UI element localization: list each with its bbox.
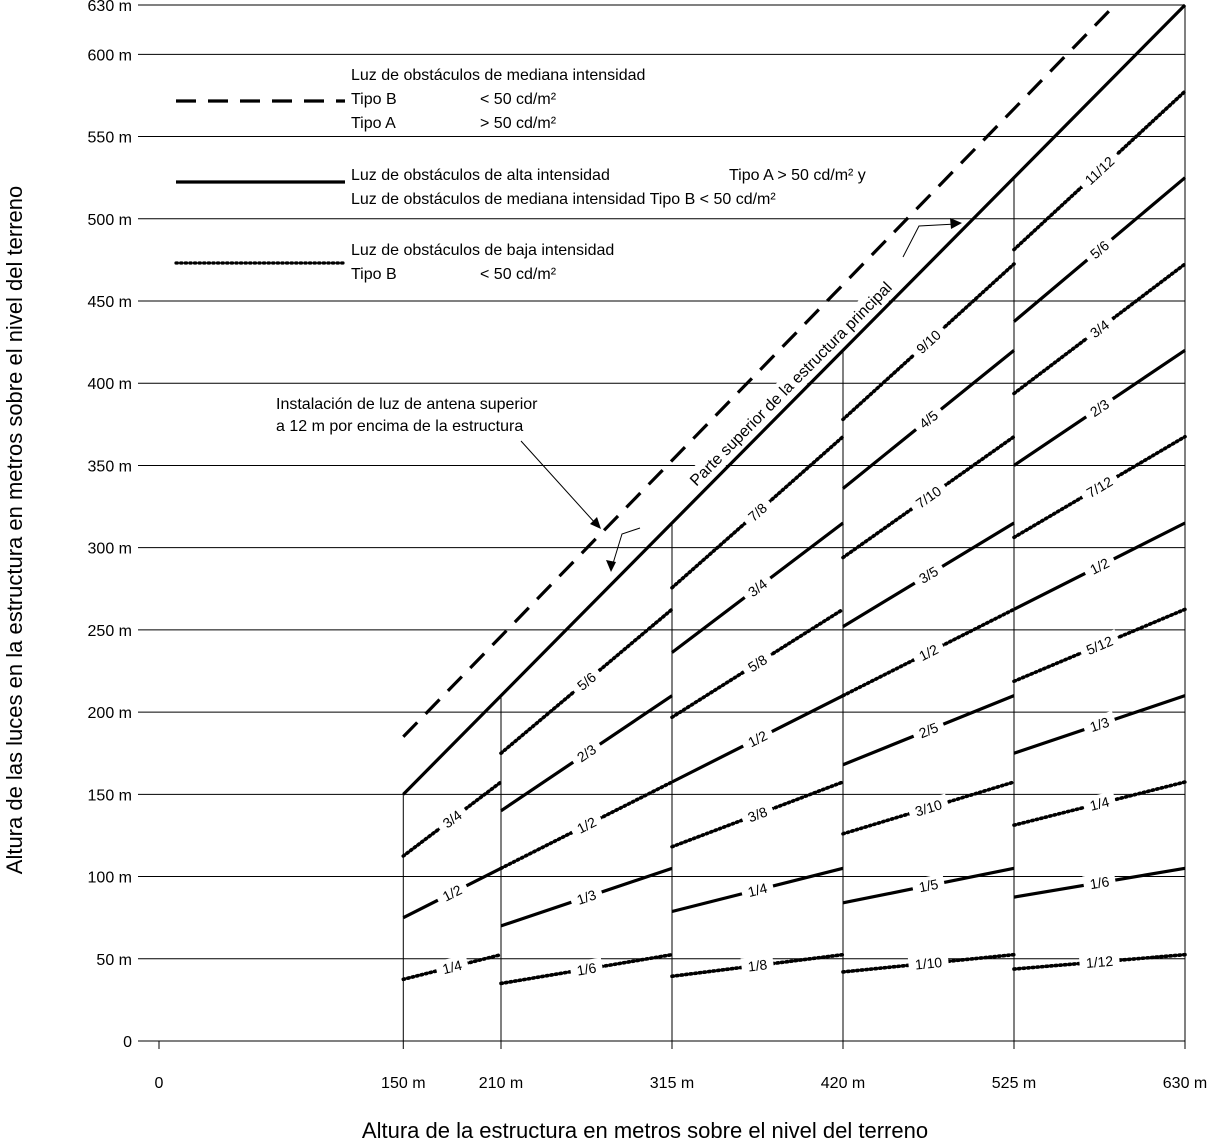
- fraction-label: 3/4: [1086, 316, 1113, 342]
- fraction-label-group: [568, 883, 604, 910]
- fraction-label-group: [1076, 148, 1123, 194]
- fraction-label: 1/4: [440, 956, 464, 978]
- y-tick-label: 50 m: [96, 951, 132, 969]
- fraction-segments: [403, 91, 1185, 983]
- fraction-label: 5/6: [573, 668, 600, 694]
- fraction-label-group: [1078, 629, 1122, 661]
- fraction-label: 2/3: [573, 741, 600, 766]
- legend-label: Luz de obstáculos de alta intensidad: [351, 167, 610, 184]
- fraction-label-group: [1081, 711, 1117, 738]
- x-tick-label: 315 m: [649, 1075, 695, 1092]
- fraction-label: 3/5: [916, 562, 941, 587]
- fraction-label: 1/3: [1087, 713, 1112, 736]
- arrowhead: [606, 560, 616, 572]
- fraction-label: 1/2: [574, 813, 599, 837]
- fraction-label: 5/8: [744, 651, 771, 676]
- fraction-label: 7/8: [744, 499, 771, 525]
- legend-label: Tipo A > 50 cd/m² y: [729, 167, 866, 184]
- fraction-label-group: [739, 800, 775, 828]
- y-tick-label: 250 m: [87, 622, 132, 640]
- fraction-label: 2/3: [1086, 395, 1113, 420]
- annotation-antenna-label: Instalación de luz de antena superior: [276, 396, 538, 413]
- arrowhead: [950, 218, 962, 229]
- annotation-structure-top-label: Parte superior de la estructura principal: [687, 279, 896, 490]
- fraction-label: 1/6: [575, 959, 598, 979]
- legend-label: Luz de obstáculos de baja intensidad: [351, 242, 615, 259]
- fraction-label: 1/10: [914, 953, 943, 973]
- fraction-label: 7/10: [912, 482, 945, 512]
- fraction-label-group: [1081, 551, 1118, 581]
- fraction-label: 1/2: [439, 881, 465, 905]
- y-tick-label: 500 m: [87, 211, 132, 229]
- fraction-label: 3/4: [744, 575, 771, 601]
- annotation-antenna-label: a 12 m por encima de la estructura: [276, 418, 524, 435]
- y-tick-label: 0: [123, 1034, 132, 1051]
- y-tick-label: 300 m: [87, 540, 132, 558]
- legend-label: > 50 cd/m²: [480, 115, 557, 132]
- fraction-label-group: [740, 955, 774, 977]
- legend-label: < 50 cd/m²: [480, 266, 557, 283]
- fraction-label: 5/12: [1083, 632, 1116, 658]
- x-tick-label: 525 m: [991, 1075, 1037, 1092]
- legend-label: Tipo B: [351, 91, 397, 108]
- fraction-label-group: [739, 647, 776, 679]
- fraction-label: 1/4: [1088, 793, 1111, 814]
- fraction-label: 1/12: [1085, 952, 1114, 971]
- fraction-label: 1/5: [917, 875, 940, 896]
- fraction-label: 5/6: [1086, 237, 1113, 262]
- leader-line: [611, 528, 640, 570]
- fraction-label-group: [568, 737, 605, 770]
- x-tick-label: 0: [154, 1075, 164, 1092]
- fraction-label-group: [434, 878, 471, 908]
- y-tick-label: 630 m: [87, 0, 132, 15]
- fraction-label-group: [739, 571, 775, 605]
- fraction-label-group: [911, 874, 946, 898]
- fraction-label-group: [434, 954, 469, 979]
- y-tick-label: 550 m: [87, 129, 132, 147]
- y-tick-label: 450 m: [87, 294, 132, 311]
- x-tick-label: 420 m: [820, 1075, 866, 1092]
- fraction-label: 1/4: [746, 879, 769, 901]
- fraction-label-group: [907, 793, 951, 822]
- fraction-label: 3/10: [913, 796, 944, 820]
- annotation-structure-top: [682, 247, 927, 494]
- fraction-label: 3/8: [745, 803, 770, 826]
- fraction-label: 1/2: [745, 727, 770, 751]
- fraction-label: 2/5: [916, 719, 941, 742]
- fraction-label-group: [1082, 871, 1117, 894]
- fraction-label-group: [908, 952, 950, 974]
- legend-label: Tipo B: [351, 266, 397, 283]
- fraction-label-group: [569, 958, 604, 981]
- x-tick-label: 210 m: [478, 1075, 524, 1092]
- fraction-label: 1/2: [1087, 554, 1112, 578]
- fraction-label-group: [910, 559, 947, 591]
- y-tick-label: 100 m: [87, 869, 132, 887]
- fraction-label: 9/10: [913, 326, 944, 357]
- fraction-label: 1/6: [1088, 873, 1111, 893]
- fraction-label-group: [1081, 391, 1118, 424]
- x-axis-title: Altura de la estructura en metros sobre el nivel del terreno: [361, 1118, 929, 1143]
- fraction-label-group: [568, 810, 605, 840]
- y-tick-label: 150 m: [87, 787, 132, 805]
- fraction-label-group: [910, 637, 947, 667]
- fraction-label: 1/2: [916, 640, 941, 665]
- fraction-label-group: [1079, 951, 1120, 972]
- fraction-label-group: [739, 724, 776, 754]
- legend-label: Tipo A: [351, 115, 396, 132]
- x-tick-label: 630 m: [1162, 1075, 1208, 1092]
- legend-label: Luz de obstáculos de mediana intensidad: [351, 67, 646, 84]
- fraction-label-group: [910, 716, 946, 745]
- y-tick-label: 400 m: [87, 376, 132, 394]
- fraction-label: 3/4: [439, 806, 465, 832]
- y-tick-label: 350 m: [87, 458, 132, 476]
- legend-label: < 50 cd/m²: [480, 91, 557, 108]
- y-axis-title: Altura de las luces en la estructura en metros sobre el nivel del terreno: [2, 185, 27, 875]
- legend-label: Luz de obstáculos de mediana intensidad Tipo B < 50 cd/m²: [351, 191, 776, 208]
- legend: [176, 67, 866, 283]
- fraction-label: 1/3: [574, 886, 599, 908]
- y-tick-label: 600 m: [87, 47, 132, 65]
- x-tick-label: 150 m: [381, 1075, 426, 1092]
- fraction-label-group: [1078, 469, 1122, 505]
- fraction-label: 7/12: [1083, 473, 1116, 501]
- fraction-label-group: [740, 877, 775, 902]
- y-tick-label: 200 m: [87, 705, 132, 723]
- fraction-label: 11/12: [1081, 153, 1118, 188]
- leader-line: [521, 441, 596, 524]
- fraction-label-group: [907, 478, 950, 516]
- fraction-label: 1/8: [746, 956, 769, 975]
- fraction-label: 4/5: [915, 407, 942, 432]
